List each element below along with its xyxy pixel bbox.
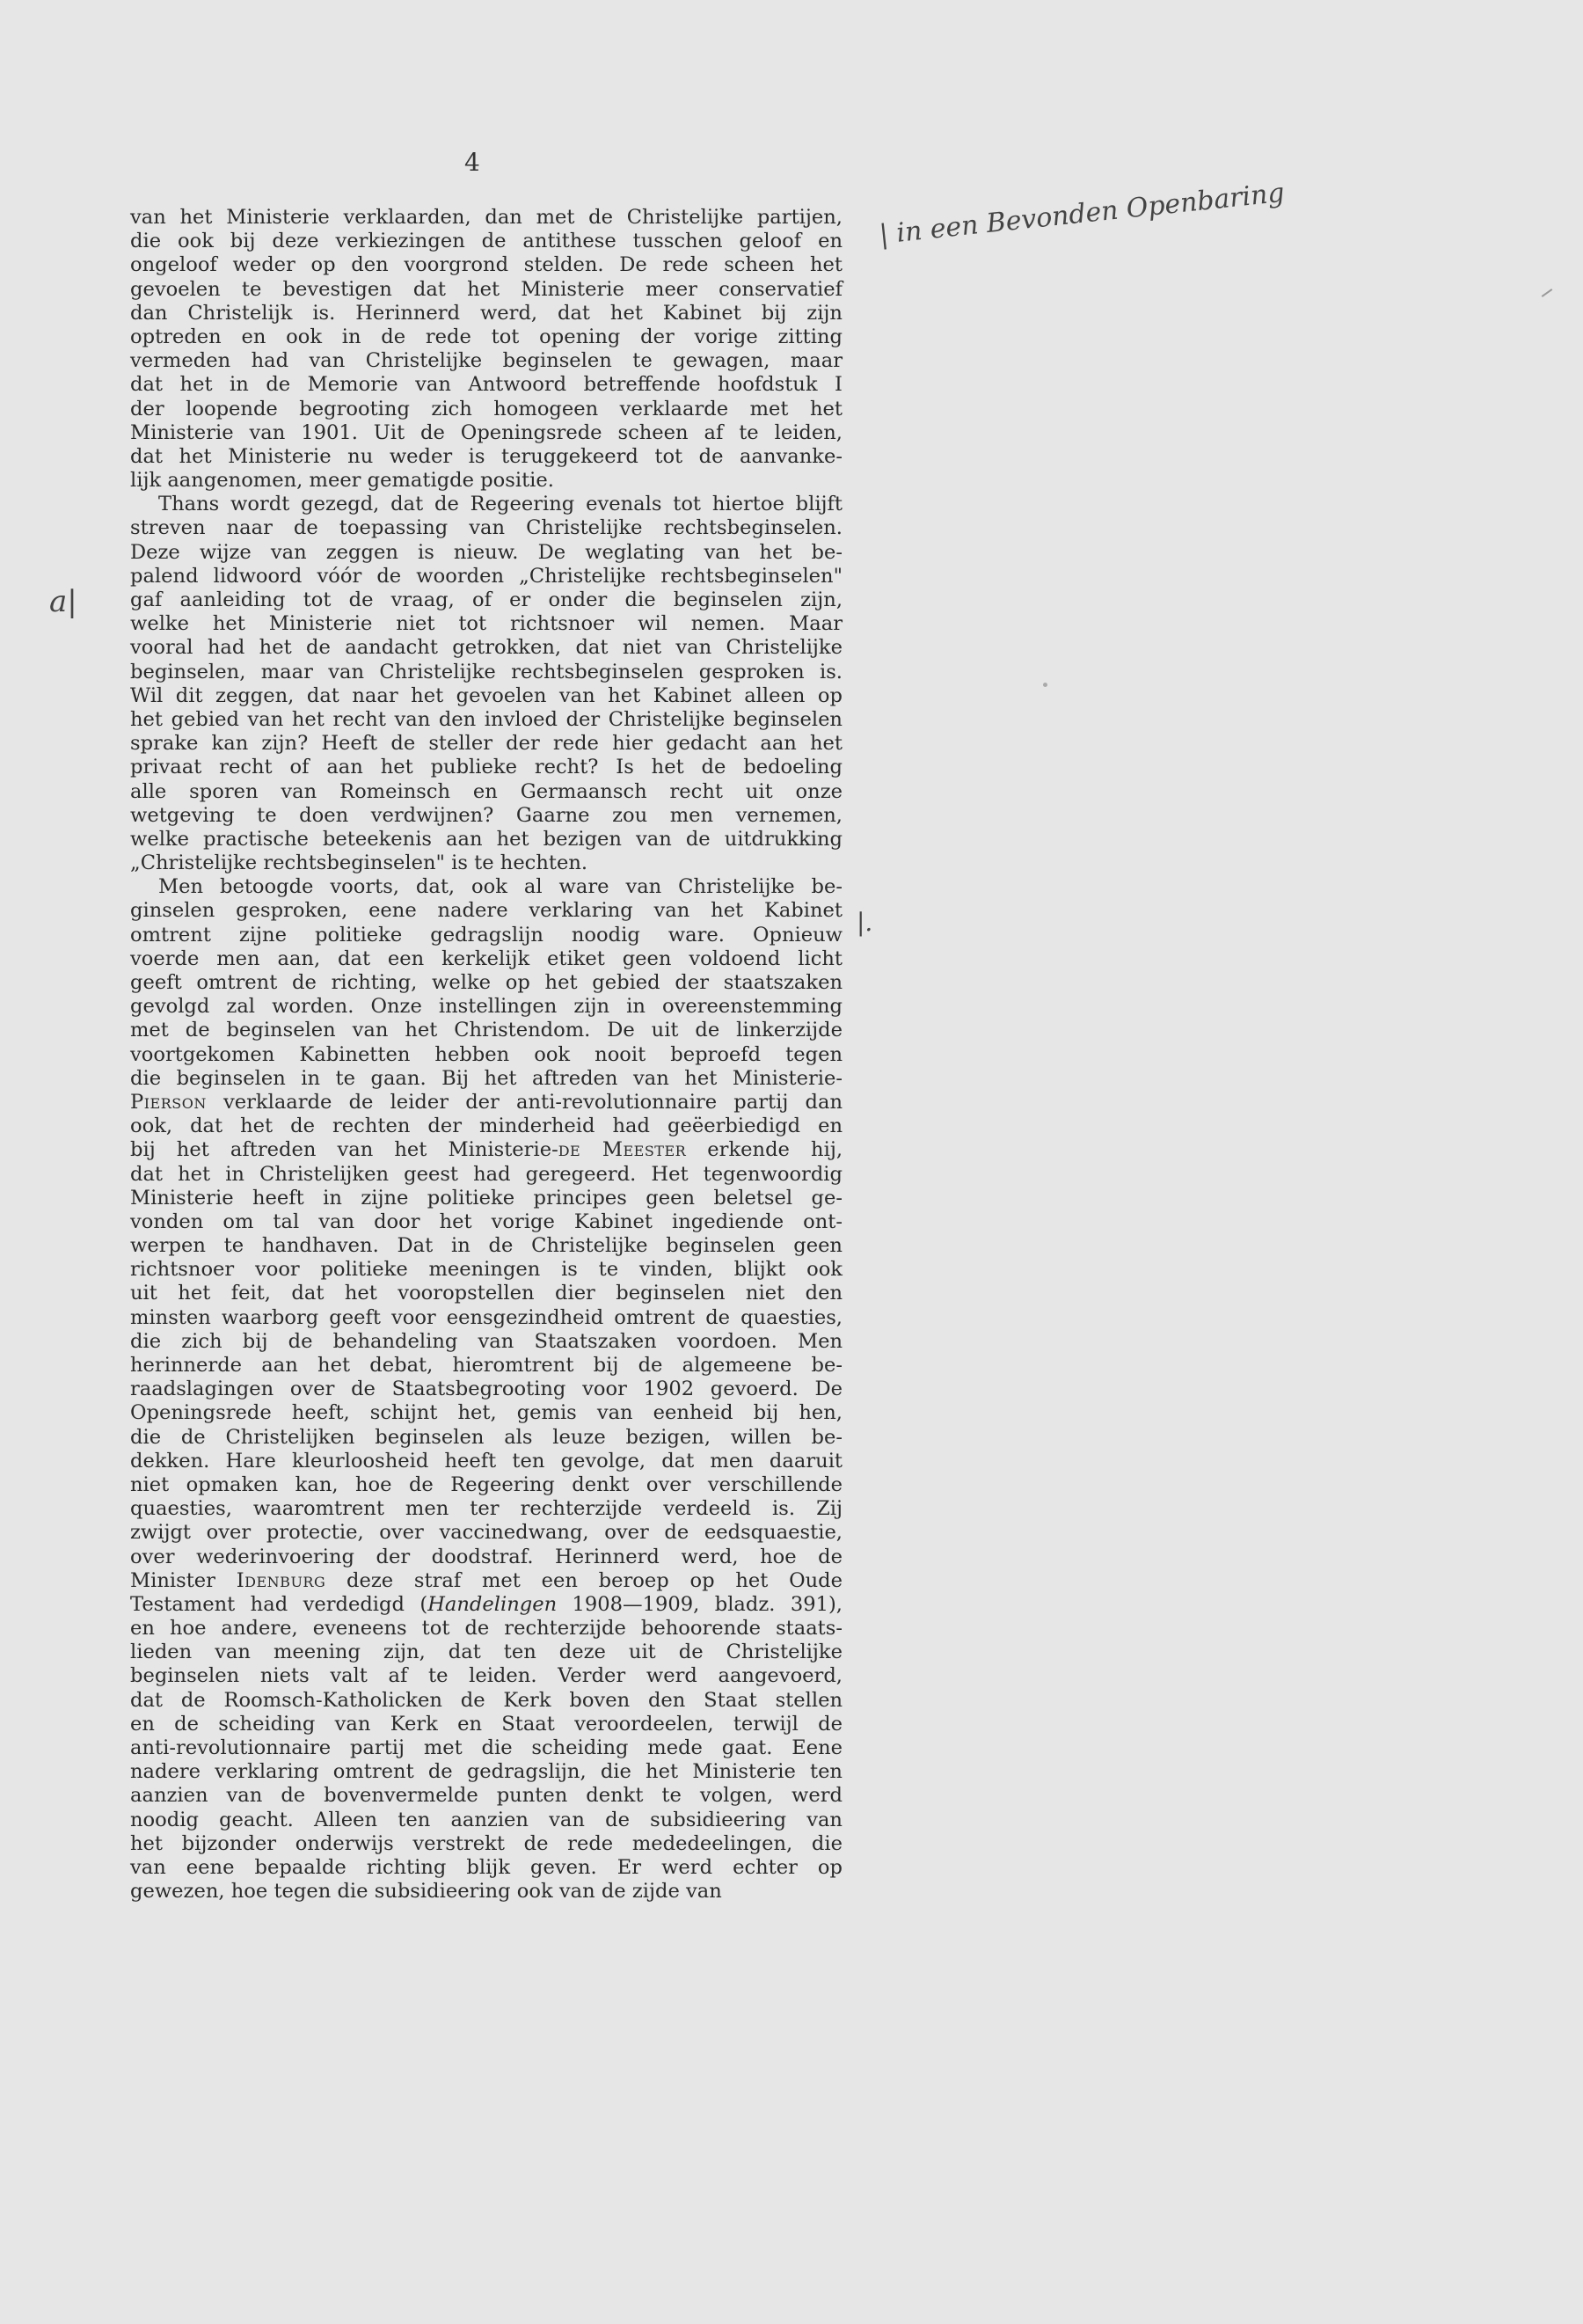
text-line: quaesties, waaromtrent men ter rechterzijde verdeeld is. Zij xyxy=(130,1497,843,1521)
text-line: met de beginselen van het Christendom. De uit de linkerzijde xyxy=(130,1019,843,1042)
text-line: ongeloof weder op den voorgrond stelden. De rede scheen het xyxy=(130,253,843,277)
text-line: palend lidwoord vóór de woorden „Christelijke rechtsbeginselen" xyxy=(130,564,843,588)
text-line: die de Christelijken beginselen als leuze bezigen, willen be- xyxy=(130,1425,843,1449)
text-line: Men betoogde voorts, dat, ook al ware van Christelijke be- xyxy=(158,875,843,899)
text-line: die beginselen in te gaan. Bij het aftreden van het Ministerie- xyxy=(130,1066,843,1090)
text-line: „Christelijke rechtsbeginselen" is te hechten. xyxy=(130,851,588,875)
text-line: privaat recht of aan het publieke recht? Is het de bedoeling xyxy=(130,756,843,779)
text-line: dat het Ministerie nu weder is teruggekeerd tot de aanvanke- xyxy=(130,444,843,468)
text-line: Ministerie heeft in zijne politieke principes geen beletsel ge- xyxy=(130,1186,843,1210)
text-line: dat het in Christelijken geest had geregeerd. Het tegenwoordig xyxy=(130,1162,843,1186)
text-column xyxy=(130,206,843,1904)
text-line: lieden van meening zijn, dat ten deze uit de Christelijke xyxy=(130,1641,843,1664)
text-line: raadslagingen over de Staatsbegrooting voor 1902 gevoerd. De xyxy=(130,1378,843,1401)
paper-speck xyxy=(1043,683,1047,687)
text-line: voortgekomen Kabinetten hebben ook nooit beproefd tegen xyxy=(130,1042,843,1066)
text-line: die ook bij deze verkiezingen de antithese tusschen geloof en xyxy=(130,230,843,253)
text-line: ook, dat het de rechten der minderheid had geëerbiedigd en xyxy=(130,1114,843,1138)
text-line: noodig geacht. Alleen ten aanzien van de subsidieering van xyxy=(130,1808,843,1831)
text-line: dan Christelijk is. Herinnerd werd, dat het Kabinet bij zijn xyxy=(130,301,843,325)
text-line: die zich bij de behandeling van Staatszaken voordoen. Men xyxy=(130,1329,843,1353)
text-line: vonden om tal van door het vorige Kabinet ingediende ont- xyxy=(130,1210,843,1233)
text-line: wetgeving te doen verdwijnen? Gaarne zou men vernemen, xyxy=(130,803,843,827)
text-line: vermeden had van Christelijke beginselen te gewagen, maar xyxy=(130,349,843,373)
text-line: van eene bepaalde richting blijk geven. Er werd echter op xyxy=(130,1855,843,1879)
text-line: van het Ministerie verklaarden, dan met de Christelijke partijen, xyxy=(130,206,843,229)
text-line: gevolgd zal worden. Onze instellingen zijn in overeenstemming xyxy=(130,995,843,1019)
text-line: dat het in de Memorie van Antwoord betreffende hoofdstuk I xyxy=(130,373,843,397)
text-line: het bijzonder onderwijs verstrekt de rede mededeelingen, die xyxy=(130,1831,843,1855)
text-line: Ministerie van 1901. Uit de Openingsrede scheen af te leiden, xyxy=(130,420,843,444)
margin-mark xyxy=(1542,289,1553,297)
text-line: Deze wijze van zeggen is nieuw. De weglating van het be- xyxy=(130,540,843,564)
handwritten-annotation-top: | in een Bevonden Openbaring xyxy=(878,177,1287,251)
text-line: welke practische beteekenis aan het bezigen van de uitdrukking xyxy=(130,827,843,851)
text-line: streven naar de toepassing van Christelijke rechtsbeginselen. xyxy=(130,516,843,540)
text-line: werpen te handhaven. Dat in de Christelijke beginselen geen xyxy=(130,1234,843,1258)
text-line: alle sporen van Romeinsch en Germaansch recht uit onze xyxy=(130,779,843,803)
text-line: vooral had het de aandacht getrokken, dat niet van Christelijke xyxy=(130,636,843,660)
text-line: dat de Roomsch-Katholicken de Kerk boven den Staat stellen xyxy=(130,1688,843,1712)
page-number: 4 xyxy=(464,148,480,177)
text-line: en de scheiding van Kerk en Staat veroordeelen, terwijl de xyxy=(130,1712,843,1736)
text-line: lijk aangenomen, meer gematigde positie. xyxy=(130,469,554,493)
text-line: herinnerde aan het debat, hieromtrent bij de algemeene be- xyxy=(130,1354,843,1377)
text-line: niet opmaken kan, hoe de Regeering denkt over verschillende xyxy=(130,1473,843,1496)
text-line: Thans wordt gezegd, dat de Regeering evenals tot hiertoe blijft xyxy=(158,493,843,516)
text-line: ginselen gesproken, eene nadere verklaring van het Kabinet xyxy=(130,899,843,923)
text-line: voerde men aan, dat een kerkelijk etiket geen voldoend licht xyxy=(130,946,843,970)
handwritten-annotation-middle: |. xyxy=(857,908,873,937)
text-line: het gebied van het recht van den invloed der Christelijke beginselen xyxy=(130,707,843,731)
text-line: Minister Idenburg deze straf met een beroep op het Oude xyxy=(130,1568,843,1592)
text-line: aanzien van de bovenvermelde punten denkt te volgen, werd xyxy=(130,1784,843,1808)
text-line: minsten waarborg geeft voor eensgezindheid omtrent de quaesties, xyxy=(130,1305,843,1329)
text-line: beginselen niets valt af te leiden. Verder werd aangevoerd, xyxy=(130,1664,843,1688)
text-line: Pierson verklaarde de leider der anti-revolutionnaire partij dan xyxy=(130,1090,843,1114)
text-line: beginselen, maar van Christelijke rechtsbeginselen gesproken is. xyxy=(130,660,843,683)
text-line: zwijgt over protectie, over vaccinedwang, over de eedsquaestie, xyxy=(130,1521,843,1545)
text-line: over wederinvoering der doodstraf. Herinnerd werd, hoe de xyxy=(130,1545,843,1568)
text-line: nadere verklaring omtrent de gedragslijn, die het Ministerie ten xyxy=(130,1760,843,1784)
text-line: optreden en ook in de rede tot opening der vorige zitting xyxy=(130,325,843,348)
text-line: Testament had verdedigd (Handelingen 1908—1909, bladz. 391), xyxy=(130,1592,843,1616)
text-line: geeft omtrent de richting, welke op het gebied der staatszaken xyxy=(130,971,843,994)
text-line: en hoe andere, eveneens tot de rechterzijde behoorende staats- xyxy=(130,1617,843,1641)
text-line: der loopende begrooting zich homogeen verklaarde met het xyxy=(130,397,843,420)
text-line: dekken. Hare kleurloosheid heeft ten gevolge, dat men daaruit xyxy=(130,1449,843,1473)
text-line: richtsnoer voor politieke meeningen is te vinden, blijkt ook xyxy=(130,1258,843,1282)
text-line: Openingsrede heeft, schijnt het, gemis van eenheid bij hen, xyxy=(130,1401,843,1425)
text-line: anti-revolutionnaire partij met die scheiding mede gaat. Eene xyxy=(130,1736,843,1759)
text-line: welke het Ministerie niet tot richtsnoer wil nemen. Maar xyxy=(130,612,843,636)
text-line: gaf aanleiding tot de vraag, of er onder die beginselen zijn, xyxy=(130,588,843,611)
text-line: uit het feit, dat het vooropstellen dier beginselen niet den xyxy=(130,1282,843,1305)
text-line: gewezen, hoe tegen die subsidieering ook van de zijde van xyxy=(130,1880,722,1904)
text-line: Wil dit zeggen, dat naar het gevoelen van het Kabinet alleen op xyxy=(130,683,843,707)
text-line: sprake kan zijn? Heeft de steller der rede hier gedacht aan het xyxy=(130,732,843,756)
text-line: omtrent zijne politieke gedragslijn noodig ware. Opnieuw xyxy=(130,923,843,946)
text-line: bij het aftreden van het Ministerie-de Meester erkende hij, xyxy=(130,1138,843,1162)
handwritten-annotation-left: a| xyxy=(49,584,77,619)
text-line: gevoelen te bevestigen dat het Ministerie meer conservatief xyxy=(130,277,843,301)
